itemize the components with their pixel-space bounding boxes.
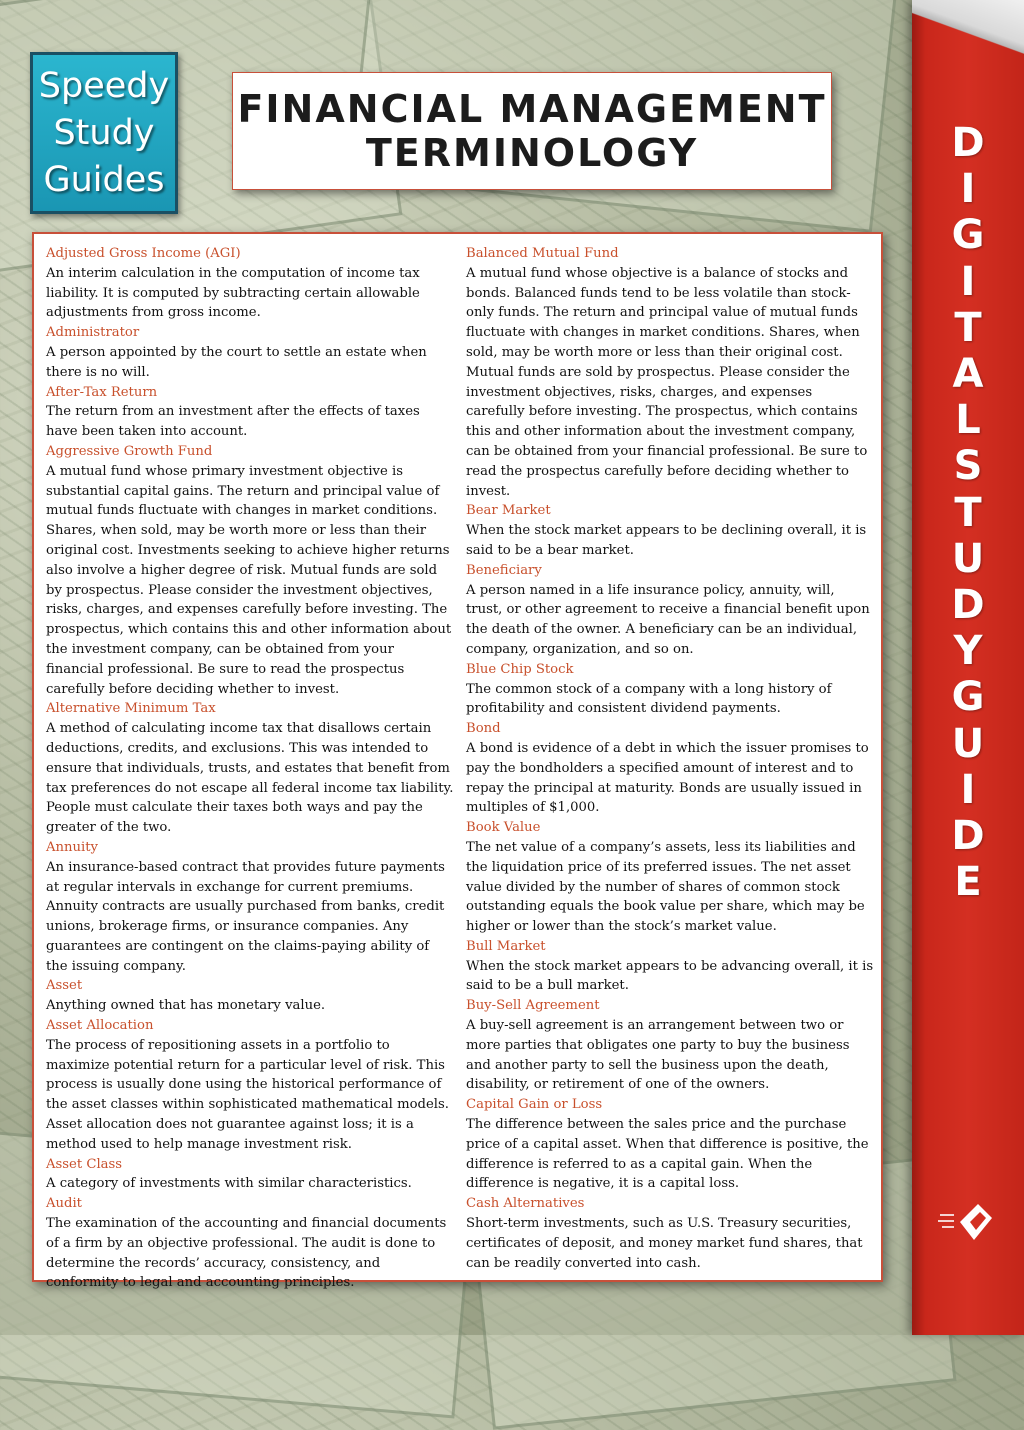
- term-definition: A person named in a life insurance policy, annuity, will, trust, or other agreement to receive a financial benefit upon the death of the owner. A beneficiary can be an individual, company, organization, and so on.: [466, 582, 870, 657]
- glossary-entry: [466, 244, 874, 501]
- glossary-entry: [46, 383, 454, 442]
- glossary-column-right: [466, 244, 874, 1273]
- spine-letter: D: [951, 813, 985, 860]
- term-heading: Administrator: [46, 325, 140, 341]
- spine-title: [912, 120, 1024, 905]
- title-line: FINANCIAL MANAGEMENT: [237, 87, 827, 131]
- term-definition: The process of repositioning assets in a portfolio to maximize potential return for a particular level of risk. This process is usually done using the historical performance of the asset classes within sophisticated mathematical models. Asset allocation does not guarantee against loss; it is a method used to help manage investment risk.: [46, 1037, 449, 1152]
- spine-letter: I: [960, 166, 976, 213]
- term-heading: Book Value: [466, 820, 541, 836]
- glossary-entry: [46, 699, 454, 838]
- term-heading: Alternative Minimum Tax: [46, 701, 216, 717]
- term-heading: Bond: [466, 721, 501, 737]
- glossary-entry: [46, 323, 454, 382]
- term-definition: A mutual fund whose primary investment objective is substantial capital gains. The return and principal value of mutual funds fluctuate with changes in market conditions. Shares, when sold, may be worth more or less than their original cost. Investments seeking to achieve higher returns also involve a higher degree of risk. Mutual funds are sold by prospectus. Please consider the investment objectives, risks, charges, and expenses carefully before investing. The prospectus, which contains this and other information about the investment company, can be obtained from your financial professional. Be sure to read the prospectus carefully before deciding whether to invest.: [46, 463, 452, 697]
- page-curl: [912, 0, 1024, 70]
- term-heading: Audit: [46, 1196, 82, 1212]
- spine-letter: D: [951, 582, 985, 629]
- glossary-entry: [46, 244, 454, 323]
- glossary-entry: [46, 1016, 454, 1155]
- spine-letter: Y: [953, 628, 983, 675]
- glossary-entry: [466, 818, 874, 937]
- term-heading: Balanced Mutual Fund: [466, 246, 619, 261]
- spine-letter: A: [952, 351, 984, 398]
- term-heading: Buy-Sell Agreement: [466, 998, 600, 1014]
- term-heading: Asset Class: [46, 1156, 123, 1172]
- term-heading: Asset Allocation: [46, 1018, 154, 1034]
- term-definition: The return from an investment after the effects of taxes have been taken into account.: [46, 404, 420, 440]
- glossary-entry: [466, 660, 874, 719]
- brand-line: Study: [53, 112, 155, 153]
- glossary-entry: [46, 1194, 454, 1293]
- book-logo-icon: [938, 1200, 998, 1244]
- spine-letter: E: [954, 859, 982, 906]
- term-heading: Asset: [46, 978, 83, 994]
- glossary-entry: [46, 838, 454, 977]
- spine-letter: I: [960, 766, 976, 813]
- glossary-entry: [466, 1095, 874, 1194]
- glossary-entry: [466, 561, 874, 660]
- term-definition: A bond is evidence of a debt in which the issuer promises to pay the bondholders a specified amount of interest and to repay the principal at maturity. Bonds are usually issued in multiples of $1,000.: [466, 740, 869, 816]
- term-definition: An insurance-based contract that provides future payments at regular intervals in exchange for current premiums. Annuity contracts are usually purchased from banks, credit unions, brokerage firms, or insurance companies. Any guarantees are contingent on the claims-paying ability of the issuing company.: [46, 859, 445, 974]
- term-heading: Aggressive Growth Fund: [46, 443, 213, 459]
- term-heading: Annuity: [46, 839, 98, 855]
- spine-letter: T: [954, 489, 982, 536]
- glossary-entry: [46, 976, 454, 1016]
- spine-letter: G: [951, 212, 985, 259]
- term-heading: Capital Gain or Loss: [466, 1097, 603, 1113]
- spine-letter: S: [953, 443, 983, 490]
- term-definition: The examination of the accounting and financial documents of a firm by an objective professional. The audit is done to determine the records’ accuracy, consistency, and conformity to legal and accounting principles.: [46, 1216, 447, 1291]
- term-heading: Adjusted Gross Income (AGI): [46, 246, 241, 261]
- term-definition: Short-term investments, such as U.S. Treasury securities, certificates of deposit, and money market fund shares, that can be readily converted into cash.: [466, 1216, 863, 1271]
- spine-letter: G: [951, 674, 985, 721]
- spine-letter: D: [951, 120, 985, 166]
- term-definition: The net value of a company’s assets, less its liabilities and the liquidation price of its preferred issues. The net asset value divided by the number of shares of common stock outstanding equals the book value per share, which may be higher or lower than the stock’s market value.: [466, 839, 865, 935]
- term-heading: Bear Market: [466, 503, 551, 519]
- glossary-entry: [466, 996, 874, 1095]
- spine-letter: L: [955, 397, 981, 444]
- glossary-entry: [466, 719, 874, 818]
- term-definition: An interim calculation in the computation of income tax liability. It is computed by subtracting certain allowable adjustments from gross income.: [46, 265, 420, 321]
- title-line: TERMINOLOGY: [365, 131, 699, 175]
- term-definition: A method of calculating income tax that disallows certain deductions, credits, and exclusions. This was intended to ensure that individuals, trusts, and estates that benefit from tax preferences do not escape all federal income tax liability. People must calculate their taxes both ways and pay the greater of the two.: [46, 721, 454, 836]
- brand-logo: [30, 52, 178, 214]
- glossary-entry: [46, 442, 454, 699]
- term-definition: The difference between the sales price and the purchase price of a capital asset. When that difference is positive, the difference is referred to as a capital gain. When the difference is negative, it is a capital loss.: [466, 1117, 869, 1192]
- page-title: [232, 72, 832, 190]
- glossary-entry: [466, 501, 874, 560]
- brand-line: Guides: [43, 159, 165, 200]
- term-heading: Bull Market: [466, 938, 546, 954]
- term-definition: A category of investments with similar characteristics.: [46, 1176, 412, 1192]
- term-heading: Beneficiary: [466, 562, 542, 578]
- glossary-entry: [466, 1194, 874, 1273]
- term-definition: A buy-sell agreement is an arrangement between two or more parties that obligates one party to buy the business and another party to sell the business upon the death, disability, or retirement of one of the owners.: [466, 1018, 850, 1093]
- brand-line: Speedy: [38, 65, 170, 106]
- glossary-entry: [46, 1155, 454, 1195]
- spine-letter: T: [954, 304, 982, 351]
- term-definition: The common stock of a company with a long history of profitability and consistent dividend payments.: [466, 681, 832, 717]
- spine-letter: U: [951, 720, 985, 767]
- glossary-panel: [32, 232, 883, 1291]
- term-heading: Blue Chip Stock: [466, 661, 574, 677]
- glossary-column-left: [46, 244, 454, 1293]
- term-heading: After-Tax Return: [46, 384, 158, 400]
- term-heading: Cash Alternatives: [466, 1196, 585, 1212]
- term-definition: When the stock market appears to be declining overall, it is said to be a bear market.: [466, 523, 867, 558]
- term-definition: A person appointed by the court to settle an estate when there is no will.: [46, 344, 427, 380]
- spine-letter: U: [951, 535, 985, 582]
- term-definition: When the stock market appears to be advancing overall, it is said to be a bull market.: [466, 958, 874, 994]
- term-definition: Anything owned that has monetary value.: [46, 998, 326, 1014]
- term-definition: A mutual fund whose objective is a balance of stocks and bonds. Balanced funds tend to be less volatile than stock-only funds. The return and principal value of mutual funds fluctuate with changes in market conditions. Shares, when sold, may be worth more or less than their original cost. Mutual funds are sold by prospectus. Please consider the investment objectives, risks, charges, and expenses carefully before investing. The prospectus, which contains this and other information about the investment company, can be obtained from your financial professional. Be sure to read the prospectus carefully before deciding whether to invest.: [466, 265, 868, 499]
- glossary-entry: [466, 937, 874, 996]
- spine-letter: I: [960, 258, 976, 305]
